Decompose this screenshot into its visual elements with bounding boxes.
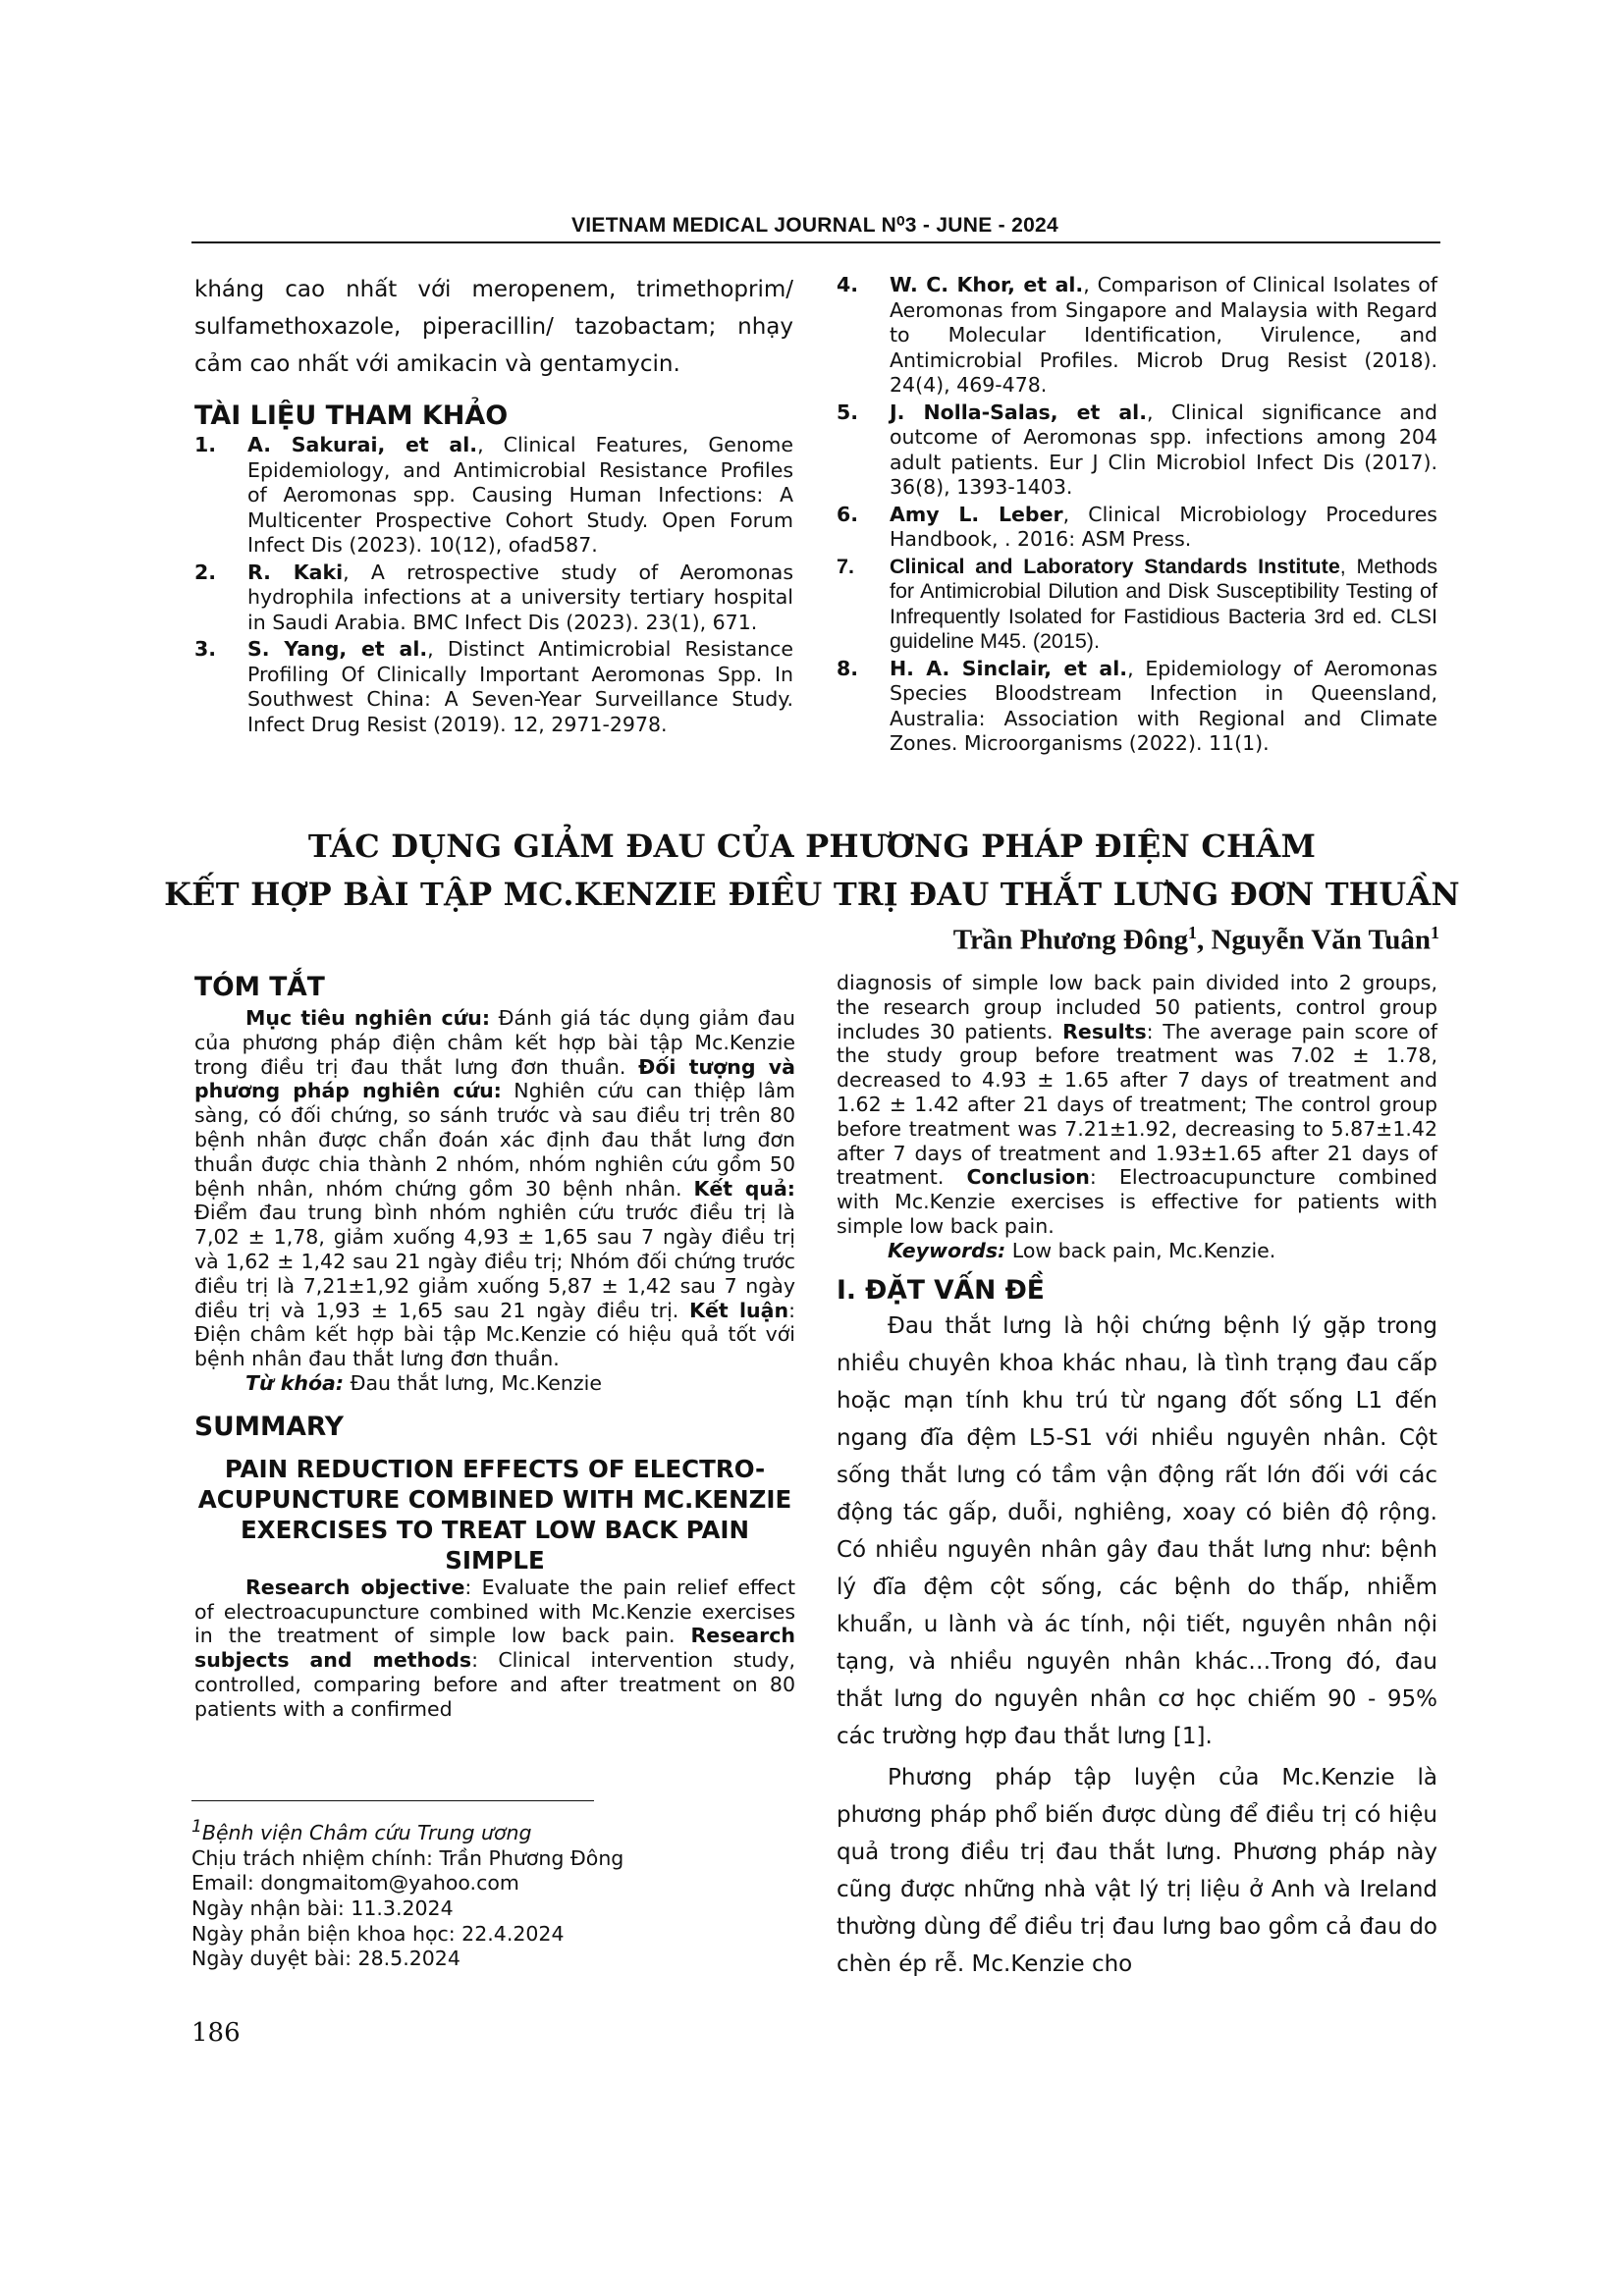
reference-text: , Clinical Features, Genome Epidemiology, and Antimicrobial Resistance Profiles of Aeromonas spp. Causing Human Infections: A Multicenter Prospective Cohort Study. Open Forum Infect Dis (2023). 10(12), ofad587.: [247, 433, 793, 557]
en-methods-text: : Clinical intervention study, controlled, comparing before and after treatment on 80 patients with a confirmed: [194, 1648, 795, 1721]
en-conclusion-text: : Electroacupuncture combined with Mc.Kenzie exercises is effective for patients with simple low back pain.: [837, 1165, 1437, 1238]
footnote-received-date: Ngày nhận bài: 11.3.2024: [191, 1896, 454, 1920]
prev-conclusion-tail: kháng cao nhất với meropenem, trimethoprim/ sulfamethoxazole, piperacillin/ tazobactam; nhạy cảm cao nhất với amikacin và gentamycin.: [194, 277, 793, 377]
reference-authors: Amy L. Leber: [890, 502, 1063, 526]
en-objective-text: : Evaluate the pain relief effect of electroacupuncture combined with Mc.Kenzie exercises in the treatment of simple low back pain.: [194, 1575, 795, 1648]
reference-item: [194, 561, 793, 636]
reference-number: 6.: [837, 502, 859, 526]
author-affiliation-mark: 1: [1431, 923, 1439, 942]
introduction-paragraph-2: Phương pháp tập luyện của Mc.Kenzie là phương pháp phổ biến được dùng để điều trị có hiệu quả trong điều trị đau thắt lưng. Phương pháp này cũng được những nhà vật lý trị liệu ở Anh và Ireland thường dùng để điều trị đau lưng bao gồm cả đau do chèn ép rễ. Mc.Kenzie cho: [837, 1764, 1437, 1977]
en-keywords: [837, 1239, 1437, 1263]
reference-text: , Comparison of Clinical Isolates of Aeromonas from Singapore and Malaysia with Regard to Molecular Identification, Virulence, and Antimicrobial Profiles. Microb Drug Resist (2018). 24(4), 469-478.: [890, 273, 1437, 397]
en-results-text: : The average pain score of the study group before treatment was 7.02 ± 1.78, decreased to 4.93 ± 1.65 after 7 days of treatment and 1.62 ± 1.42 after 21 days of treatment; The control group before treatment was 7.21±1.92, decreasing to 5.87±1.42 after 7 days of treatment and 1.93±1.65 after 21 days of treatment.: [837, 1019, 1437, 1190]
running-header: VIETNAM MEDICAL JOURNAL N⁰3 - JUNE - 2024: [570, 214, 1059, 237]
reference-item: [837, 503, 1437, 553]
reference-text: , Clinical significance and outcome of Aeromonas spp. infections among 204 adult patients. Eur J Clin Microbiol Infect Dis (2017). 36(8), 1393-1403.: [890, 400, 1437, 499]
en-objective-label: Research objective: [245, 1575, 465, 1599]
references-heading: TÀI LIỆU THAM KHẢO: [194, 400, 509, 431]
en-keywords-text: Low back pain, Mc.Kenzie.: [1005, 1238, 1276, 1262]
article-title-line-2: KẾT HỢP BÀI TẬP MC.KENZIE ĐIỀU TRỊ ĐAU THẮT LƯNG ĐƠN THUẦN: [164, 876, 1460, 913]
reference-text: , Methods for Antimicrobial Dilution and Disk Susceptibility Testing of Infrequently Isolated for Fastidious Bacteria 3rd ed. CLSI guideline M45. (2015).: [890, 554, 1437, 653]
vn-keywords: [194, 1371, 795, 1396]
reference-text: , Distinct Antimicrobial Resistance Profiling Of Clinically Important Aeromonas Spp. In Southwest China: A Seven-Year Surveillance Study. Infect Drug Resist (2019). 12, 2971-2978.: [247, 637, 794, 736]
header-rule: [191, 241, 1440, 243]
vn-methods-label: Đối tượng và phương pháp nghiên cứu:: [194, 1054, 796, 1103]
affiliation-text: Bệnh viện Châm cứu Trung ương: [201, 1820, 532, 1844]
article-title: [147, 823, 1477, 919]
reference-number: 7.: [837, 554, 854, 578]
prev-article-left-column: [194, 271, 793, 737]
reference-text: , Epidemiology of Aeromonas Species Bloodstream Infection in Queensland, Australia: Association with Regional and Climate Zones. Microorganisms (2022). 11(1).: [890, 656, 1438, 755]
reference-text: , A retrospective study of Aeromonas hydrophila infections at a university tertiary hospital in Saudi Arabia. BMC Infect Dis (2023). 23(1), 671.: [247, 560, 793, 634]
reference-item: [837, 273, 1437, 399]
reference-authors: A. Sakurai, et al.: [247, 433, 478, 456]
author-name: Trần Phương Đông: [952, 924, 1188, 956]
prev-article-right-column: [837, 273, 1437, 757]
vn-results-label: Kết quả:: [693, 1176, 795, 1201]
footnotes: [191, 1815, 702, 1972]
reference-number: 8.: [837, 656, 859, 680]
introduction-heading: I. ĐẶT VẤN ĐỀ: [837, 1274, 1045, 1306]
author-separator: ,: [1196, 924, 1212, 956]
summary-body-continued: [837, 971, 1437, 1239]
reference-number: 5.: [837, 400, 859, 424]
reference-item: [194, 433, 793, 559]
footnote-responsible-author: Chịu trách nhiệm chính: Trần Phương Đông: [191, 1845, 624, 1870]
reference-number: 3.: [194, 637, 217, 661]
reference-item: [837, 400, 1437, 501]
article-title-line-1: TÁC DỤNG GIẢM ĐAU CỦA PHƯƠNG PHÁP ĐIỆN CHÂM: [307, 828, 1317, 865]
reference-item: [194, 637, 793, 737]
reference-text: , Clinical Microbiology Procedures Handbook, . 2016: ASM Press.: [890, 502, 1437, 551]
summary-heading: SUMMARY: [194, 1411, 344, 1442]
vn-keywords-label: Từ khóa:: [245, 1370, 345, 1395]
vn-methods-text: Nghiên cứu can thiệp lâm sàng, có đối chứng, so sánh trước và sau điều trị trên 80 bệnh nhân được chẩn đoán xác định đau thắt lưng đơn thuần được chia thành 2 nhóm, nhóm nghiên cứu gồm 50 bệnh nhân, nhóm chứng gồm 30 bệnh nhân.: [194, 1079, 795, 1201]
summary-body-start: [194, 1575, 795, 1722]
references-list-left: [194, 433, 793, 737]
vn-conclusion-label: Kết luận: [689, 1298, 789, 1322]
reference-number: 4.: [837, 273, 859, 296]
footnote-accepted-date: Ngày duyệt bài: 28.5.2024: [191, 1947, 460, 1971]
vn-keywords-text: Đau thắt lưng, Mc.Kenzie: [344, 1370, 602, 1395]
vn-objective-label: Mục tiêu nghiên cứu:: [245, 1006, 491, 1030]
reference-authors: J. Nolla-Salas, et al.: [890, 400, 1147, 424]
footnote-rule: [191, 1800, 594, 1801]
footnote-affiliation: [191, 1815, 702, 1846]
footnote-review-date: Ngày phản biện khoa học: 22.4.2024: [191, 1921, 565, 1946]
en-results-label: Results: [1062, 1019, 1147, 1043]
reference-authors: W. C. Khor, et al.: [890, 273, 1084, 296]
author-name: Nguyễn Văn Tuân: [1211, 924, 1431, 956]
references-list-right: [837, 273, 1437, 757]
en-methods-text-continued: diagnosis of simple low back pain divided into 2 groups, the research group included 50 patients, control group includes 30 patients.: [837, 971, 1437, 1043]
reference-number: 1.: [194, 433, 217, 456]
footnote-mark: 1: [191, 1817, 202, 1837]
vn-results-text: Điểm đau trung bình nhóm nghiên cứu trước điều trị là 7,02 ± 1,78, giảm xuống 4,93 ± 1,65 sau 7 ngày điều trị và 1,62 ± 1,42 sau 21 ngày điều trị; Nhóm đối chứng trước điều trị là 7,21±1,92 giảm xuống 5,87 ± 1,42 sau 7 ngày điều trị và 1,93 ± 1,65 sau 21 ngày điều trị.: [194, 1201, 795, 1322]
reference-authors: R. Kaki: [247, 560, 344, 584]
page-number: 186: [191, 2018, 241, 2048]
reference-authors: H. A. Sinclair, et al.: [890, 656, 1128, 680]
abstract-left-column: [194, 972, 795, 1722]
vn-conclusion-text: : Điện châm kết hợp bài tập Mc.Kenzie có hiệu quả tốt với bệnh nhân đau thắt lưng đơn thuần.: [194, 1298, 796, 1371]
en-methods-label: Research subjects and methods: [194, 1624, 795, 1673]
introduction-paragraph-1: Đau thắt lưng là hội chứng bệnh lý gặp trong nhiều chuyên khoa khác nhau, là tình trạng đau cấp hoặc mạn tính khu trú từ ngang đốt sống L1 đến ngang đĩa đệm L5-S1 với nhiều nguyên nhân. Cột sống thắt lưng có tầm vận động rất lớn đối với các động tác gấp, duỗi, nghiêng, xoay có biên độ rộng. Có nhiều nguyên nhân gây đau thắt lưng như: bệnh lý đĩa đệm cột sống, các bệnh do thấp, nhiễm khuẩn, u lành và ác tính, nội tiết, nguyên nhân nội tạng, và nhiều nguyên nhân khác…Trong đó, đau thắt lưng do nguyên nhân cơ học chiếm 90 - 95% các trường hợp đau thắt lưng [1].: [837, 1312, 1437, 1749]
reference-number: 2.: [194, 560, 217, 584]
reference-item: [837, 657, 1437, 757]
vn-abstract-heading: TÓM TẮT: [194, 972, 325, 1002]
authors: [953, 923, 1439, 957]
vn-objective-text: Đánh giá tác dụng giảm đau của phương pháp điện châm kết hợp bài tập Mc.Kenzie trong điều trị đau thắt lưng đơn thuần.: [194, 1006, 795, 1079]
en-conclusion-label: Conclusion: [966, 1165, 1090, 1190]
reference-authors: Clinical and Laboratory Standards Institute: [890, 554, 1340, 578]
vn-abstract-body: [194, 1006, 795, 1371]
reference-authors: S. Yang, et al.: [247, 637, 428, 661]
en-keywords-label: Keywords:: [888, 1238, 1006, 1262]
reference-item: [837, 555, 1437, 655]
footnote-email: Email: dongmaitom@yahoo.com: [191, 1871, 519, 1896]
author-affiliation-mark: 1: [1187, 923, 1197, 942]
abstract-right-column: [837, 971, 1437, 1983]
summary-title: PAIN REDUCTION EFFECTS OF ELECTRO-ACUPUNCTURE COMBINED WITH MC.KENZIE EXERCISES TO TREAT LOW BACK PAIN SIMPLE: [197, 1454, 792, 1575]
